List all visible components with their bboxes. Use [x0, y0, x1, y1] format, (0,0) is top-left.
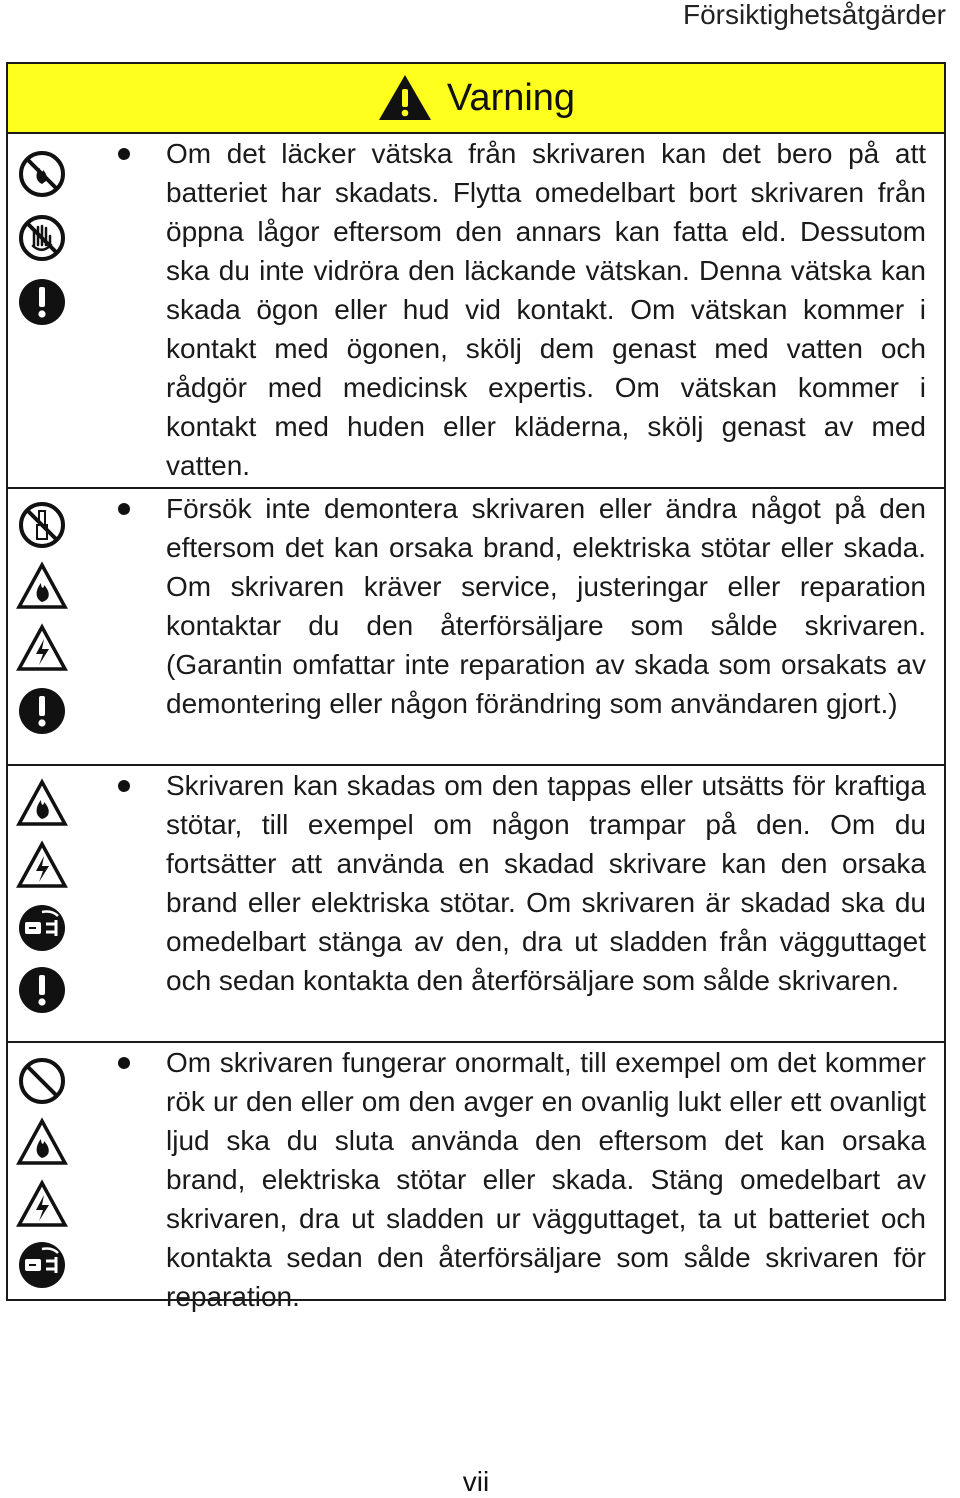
icon-column — [8, 766, 72, 1041]
fire-hazard-icon — [16, 1117, 68, 1169]
warning-item-2 — [8, 489, 944, 766]
warning-triangle-icon — [377, 73, 433, 123]
running-header: Försiktighetsåtgärder — [682, 0, 946, 30]
icon-column — [8, 134, 72, 487]
bullet — [72, 134, 166, 487]
warning-item-text: Skrivaren kan skadas om den tappas eller utsätts för kraftiga stötar, till exempel om någon trampar på den. Om du fortsätter att använda en skadad skrivare kan den orsaka brand eller elektriska stötar. Om skrivaren är skadad ska du omedelbart stänga av den, dra ut sladden från vägguttaget och sedan kontakta den återförsäljare som sålde skrivaren. — [166, 770, 926, 996]
icon-column — [8, 1043, 72, 1299]
warning-box — [6, 62, 946, 1312]
fire-hazard-icon — [16, 778, 68, 830]
mandatory-action-icon — [16, 276, 68, 328]
warning-header — [8, 64, 944, 134]
icon-column — [8, 489, 72, 764]
unplug-icon — [16, 1239, 68, 1291]
warning-item-3 — [8, 766, 944, 1043]
warning-item-text: Om skrivaren fungerar onormalt, till exempel om det kommer rök ur den eller om den avger en ovanlig lukt eller ett ovanligt ljud ska du sluta använda den eftersom det kan orsaka brand, elektriska stötar eller skada. Stäng omedelbart av skrivaren, dra ut sladden ur vägguttaget, ta ut batteriet och kontakta sedan den återförsäljare som sålde skrivaren för reparation. — [166, 1047, 926, 1312]
no-disassembly-icon — [16, 499, 68, 551]
page-number: vii — [462, 1466, 490, 1497]
no-open-flame-icon — [16, 148, 68, 200]
warning-item-1 — [8, 134, 944, 489]
do-not-touch-icon — [16, 212, 68, 264]
bullet — [72, 489, 166, 764]
unplug-icon — [16, 902, 68, 954]
bullet — [72, 766, 166, 1041]
electric-shock-icon — [16, 623, 68, 675]
mandatory-action-icon — [16, 964, 68, 1016]
electric-shock-icon — [16, 1179, 68, 1231]
bullet — [72, 1043, 166, 1299]
warning-item-4 — [8, 1043, 944, 1312]
mandatory-action-icon — [16, 685, 68, 737]
warning-item-text: Försök inte demontera skrivaren eller ändra något på den eftersom det kan orsaka brand, elektriska stötar eller skada. Om skrivaren kräver service, justeringar eller reparation kontaktar du den återförsäljare som sålde skrivaren. (Garantin omfattar inte reparation av skada som orsakats av demontering eller någon förändring som användaren gjort.) — [166, 493, 926, 719]
warning-title: Varning — [446, 76, 576, 119]
fire-hazard-icon — [16, 561, 68, 613]
prohibition-icon — [16, 1055, 68, 1107]
electric-shock-icon — [16, 840, 68, 892]
warning-item-text: Om det läcker vätska från skrivaren kan det bero på att batteriet har skadats. Flytta omedelbart bort skrivaren från öppna lågor eftersom den annars kan fatta eld. Dessutom ska du inte vidröra den läckande vätskan. Denna vätska kan skada ögon eller hud vid kontakt. Om vätskan kommer i kontakt med ögonen, skölj dem genast med vatten och rådgör med medicinsk expertis. Om vätskan kommer i kontakt med huden eller kläderna, skölj genast av med vatten. — [166, 138, 926, 481]
